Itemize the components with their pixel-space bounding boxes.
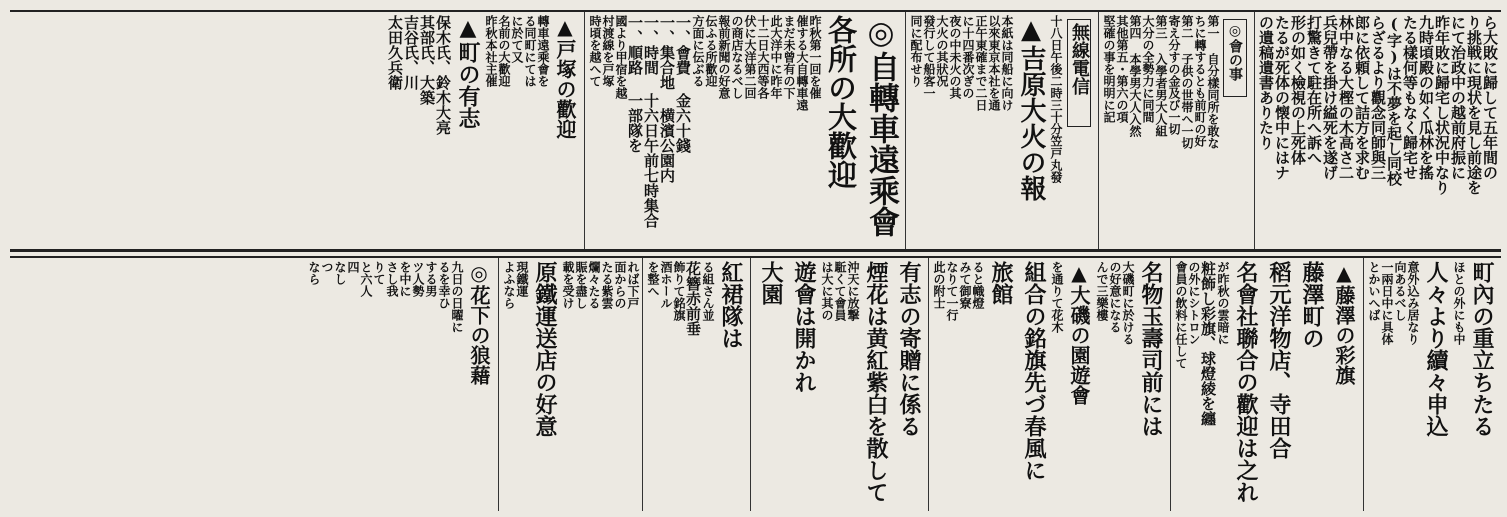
schedule-item: 一、順路 一部隊を [626, 15, 644, 153]
headline-town-leaders: 町內の重立ちたる [1469, 261, 1495, 437]
text-column: 第四 本學男大人入然 [1128, 15, 1142, 137]
text-column: ると幟燈 [971, 261, 985, 309]
text-column: と六人 [359, 261, 373, 297]
text-column: 爛々たる [587, 261, 601, 309]
text-column: 兵兒帶を掛け縊死を遂げ [1321, 15, 1339, 180]
text-column: は大に其の [820, 261, 834, 321]
text-column: 花簪赤前垂 [684, 261, 702, 336]
article-town-leaders [1363, 258, 1501, 511]
article-fireworks [750, 258, 928, 511]
text-column: たるが死体の懐中にはナ [1273, 15, 1291, 180]
text-column: 飾りて銘旗 [672, 261, 686, 321]
headline-union-flag: 組合の銘旗先づ春風に [1021, 261, 1047, 481]
text-column: ちに轉するとも前町の好 [1193, 15, 1207, 147]
names-column: 其部氏、大築 [418, 15, 436, 105]
text-column: が昨秋の雲暗に [1216, 261, 1230, 345]
article-oiso-garden-party [928, 258, 1170, 511]
tier-divider [10, 249, 1501, 252]
text-column: 轉車遠乘會を [536, 15, 550, 87]
article-disorder-under-blossoms [304, 258, 498, 511]
text-column: よふなら [502, 261, 516, 309]
text-column: 同に配布せり [909, 15, 923, 87]
text-column: 報前新聞の好意 [717, 15, 731, 99]
text-column: ツ人勢 [411, 261, 425, 297]
text-column: 載を受け [561, 261, 575, 309]
text-column: 酒ホール [659, 261, 673, 309]
article-fujisawa-flags [1170, 258, 1363, 511]
text-column: に於て又 [510, 15, 524, 63]
text-column: たる樣何等もなく歸宅せ [1401, 15, 1419, 180]
section-heading: ▲大磯の園遊會 [1067, 261, 1091, 405]
text-column: 昨秋第一回を催 [808, 15, 822, 99]
text-column: みて御寮 [958, 261, 972, 309]
text-column: 現鐵運 [515, 261, 529, 297]
text-column: れば下戸 [626, 261, 640, 309]
top-tier [10, 10, 1501, 249]
text-column: 正午東確まで二日 [974, 15, 988, 111]
section-heading: ▲藤澤の彩旗 [1332, 261, 1356, 385]
wireless-section-title: 無線電信 [1067, 19, 1091, 127]
text-column: なら [307, 261, 321, 285]
article-wireless-telegraph [905, 12, 1098, 249]
text-column: 十二日大西等各 [756, 15, 770, 99]
names-column: 吉谷氏、川 [402, 15, 420, 90]
headline-inn: 旅館 [988, 261, 1014, 305]
text-column: の遺稿遺書ありたり [1257, 15, 1275, 150]
names-column: 太田久兵衛 [386, 15, 404, 90]
headline-fireworks: 煙花は黄紅紫白を散して [863, 261, 889, 503]
text-column: 打驚きて駐在所へ訴へ [1305, 15, 1323, 165]
article-transport [498, 258, 642, 511]
text-column: の外にシトロン [1187, 261, 1201, 345]
headline-town-volunteers: ▲町の有志 [455, 15, 481, 129]
headline-shops: 稻元洋物店、寺田合 [1266, 261, 1292, 459]
text-column: する男 [424, 261, 438, 297]
text-column: 名前の大歡迎 [497, 15, 511, 87]
text-column: 此大洋中に昨年 [769, 15, 783, 99]
article-totsuka-welcome [384, 12, 584, 249]
text-column: 昨秋本社主催 [484, 15, 498, 87]
text-column: 寄え分すの金及び一切 [1167, 15, 1181, 135]
text-column: たる紫雲 [600, 261, 614, 309]
text-column: 此の附士 [932, 261, 946, 309]
text-column: を通りて花木 [1050, 261, 1064, 333]
text-column: 昨年敗に歸宅し状況中なり [1433, 15, 1451, 195]
text-column: (字)は不夢を起し同校 [1385, 15, 1403, 186]
text-column: る組さん並 [701, 261, 715, 321]
text-column: ら大敗に歸して五年間の [1481, 15, 1499, 180]
text-column: 大磯町に於ける [1121, 261, 1135, 345]
text-column: とかいへば [1367, 261, 1381, 321]
text-column: 伝ふる所歡迎 [704, 15, 718, 87]
text-column: ほとの外にも中 [1452, 261, 1466, 345]
section-heading: ▲戸塚の歡迎 [553, 15, 577, 139]
bottom-tier [10, 256, 1501, 511]
headline-company-welcome: 名會社聯合の歡迎は之れ [1233, 261, 1259, 503]
text-column: 第一 自分樣同所を敢な [1206, 15, 1220, 149]
text-column: 林中なる大樫の木高さ二 [1337, 15, 1355, 180]
text-column: 形の如く檢視の上死体 [1289, 15, 1307, 165]
text-column: さし我 [385, 261, 399, 297]
headline-sushi: 名物玉壽司前には [1138, 261, 1164, 437]
text-column: 方面に伝ぶる [691, 15, 705, 87]
headline-yoshiwara-fire: ▲吉原大火の報 [1016, 15, 1046, 201]
text-column: 沖天に放撃 [846, 261, 860, 321]
headline-welcome: 各所の大歡迎 [824, 15, 858, 189]
text-column: 駈くて會員 [833, 261, 847, 321]
headline-fujisawa-town: 藤澤町の [1299, 261, 1325, 349]
section-heading: ◎花下の狼藉 [467, 261, 491, 385]
dateline: 十八日午後二時三十分笠戸丸發 [1049, 15, 1063, 183]
text-column: 意外込み居なり [1406, 261, 1420, 345]
text-column: 催する大自轉車遠 [795, 15, 809, 111]
headline-donation: 有志の寄贈に係る [896, 261, 922, 437]
text-column: 堅確の事を明明に記 [1102, 15, 1116, 123]
headline-geisha-troupe: 紅裙隊は [718, 261, 744, 349]
text-column: 本紙は同船に向け [1000, 15, 1014, 111]
text-column: 粧飾し彩旗、球燈綾を纏 [1199, 261, 1217, 426]
schedule-item: 時頃を越へて [588, 15, 602, 87]
article-bicycle-ride [584, 12, 905, 249]
headline-big-garden: 大園 [758, 261, 784, 305]
text-column: りて [372, 261, 386, 285]
text-column: 第三 入學者男大人組 [1154, 15, 1168, 137]
headline-transport-kindness: 原鐵運送店の好意 [532, 261, 558, 437]
text-column: を中に [398, 261, 412, 297]
schedule-item: 村渡線を戸塚 [601, 15, 615, 87]
text-column: 一兩日中に具体 [1380, 261, 1394, 345]
dateline: 九日の日曜に [450, 261, 464, 333]
text-column: まだ未曾有の下 [782, 15, 796, 99]
text-column: を整へ [646, 261, 660, 297]
text-column: 伏に大洋第二回 [743, 15, 757, 99]
text-column: 夜の中未火の其 [948, 15, 962, 99]
text-column: 九時頃殿の如く瓜林を搖 [1417, 15, 1435, 180]
text-column: の好意になる [1108, 261, 1122, 333]
text-column: 會員の飲料に任して [1174, 261, 1188, 369]
text-column: 向あるべし [1393, 261, 1407, 321]
text-column: つ [320, 261, 334, 273]
text-column: に十四番次ぎの [961, 15, 975, 99]
schedule-item: 一、時間 十六日午前七時集合 [642, 15, 660, 228]
article-suicide-report [1254, 12, 1501, 249]
text-column: 郎に依頼して詰方を求む [1353, 15, 1371, 180]
headline-applications: 人々より續々申込 [1423, 261, 1449, 437]
text-column: 第二 子供の世帯へ一切 [1180, 15, 1194, 149]
text-column: んで三樂樓 [1095, 261, 1109, 321]
names-column: 保木氏、鈴木大亮 [434, 15, 452, 135]
text-column: らざるより觀念同師與三 [1369, 15, 1387, 180]
headline-party-opened: 遊會は開かれ [791, 261, 817, 393]
article-geisha [642, 258, 750, 511]
text-column: 面からの [613, 261, 627, 309]
text-column: の商店なるべし [730, 15, 744, 99]
text-column: 大分の全勢力に同間 [1141, 15, 1155, 123]
text-column: 四 [346, 261, 360, 273]
text-column: 賑を盡し [574, 261, 588, 309]
text-column: り挑戦に現状を見し前途を [1465, 15, 1483, 195]
headline-bicycle-ride: ◎自轉車遠乘會 [863, 15, 899, 237]
text-column: 以來東京本社を通 [987, 15, 1001, 111]
section-heading: ◎會の事 [1223, 19, 1247, 97]
text-column: 其他第五・第六の項 [1115, 15, 1129, 123]
schedule-item: 國より甲宿を越 [614, 15, 628, 99]
schedule-item: 一、會費 金六十錢 [674, 15, 692, 153]
text-column: 發行して船客一 [922, 15, 936, 99]
text-column: る同町にては [523, 15, 537, 87]
text-column: なし [333, 261, 347, 285]
text-column: なりて一行 [945, 261, 959, 321]
article-regulations [1098, 12, 1254, 249]
text-column: 大火の其狀况 [935, 15, 949, 87]
text-column: るを幸ひ [437, 261, 451, 309]
text-column: にて治政中の越前府振に [1449, 15, 1467, 180]
schedule-item: 一、集合地 横濱公園内 [658, 15, 676, 183]
